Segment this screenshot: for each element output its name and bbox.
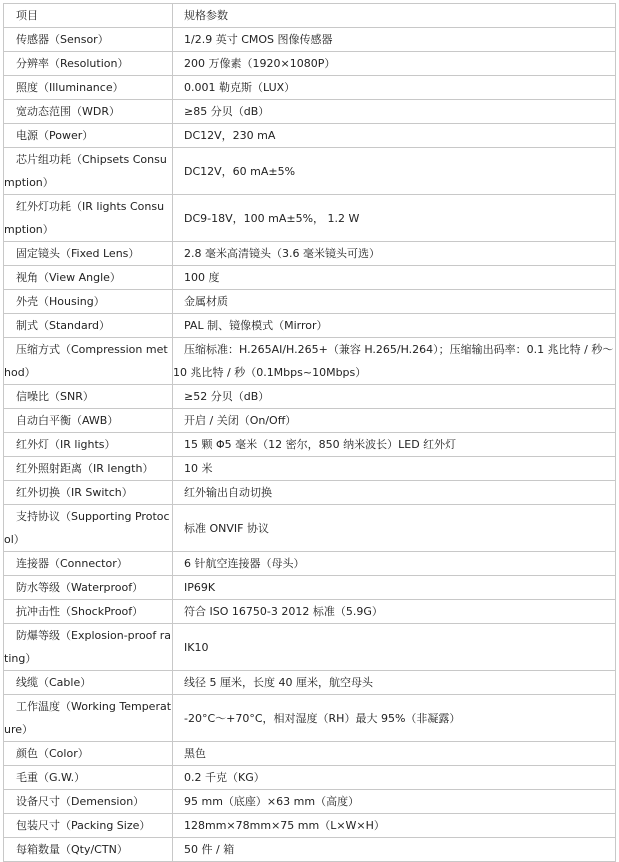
row-value: PAL 制、镜像模式（Mirror） [173, 314, 616, 338]
table-row [4, 766, 616, 790]
row-value: 黑色 [173, 742, 616, 766]
table-row [4, 100, 616, 124]
row-key: 红外照射距离（IR length） [4, 457, 173, 481]
row-key: 颜色（Color） [4, 742, 173, 766]
row-value: IP69K [173, 576, 616, 600]
row-value: ≥52 分贝（dB） [173, 385, 616, 409]
row-value: 200 万像素（1920×1080P） [173, 52, 616, 76]
row-value: ≥85 分贝（dB） [173, 100, 616, 124]
row-value: 线径 5 厘米，长度 40 厘米，航空母头 [173, 671, 616, 695]
row-key: 工作温度（Working Temperature） [4, 695, 173, 742]
row-value: 金属材质 [173, 290, 616, 314]
row-value: 6 针航空连接器（母头） [173, 552, 616, 576]
row-key: 连接器（Connector） [4, 552, 173, 576]
row-value: 100 度 [173, 266, 616, 290]
header-item: 项目 [4, 4, 173, 28]
row-value: 10 米 [173, 457, 616, 481]
row-key: 固定镜头（Fixed Lens） [4, 242, 173, 266]
row-key: 包装尺寸（Packing Size） [4, 814, 173, 838]
table-row [4, 28, 616, 52]
row-key: 每箱数量（Qty/CTN） [4, 838, 173, 862]
table-row [4, 76, 616, 100]
row-key: 制式（Standard） [4, 314, 173, 338]
header-spec: 规格参数 [173, 4, 616, 28]
table-row [4, 290, 616, 314]
row-value: 开启 / 关闭（On/Off） [173, 409, 616, 433]
row-value: 红外输出自动切换 [173, 481, 616, 505]
table-row [4, 624, 616, 671]
row-value: 128mm×78mm×75 mm（L×W×H） [173, 814, 616, 838]
table-row [4, 576, 616, 600]
row-key: 红外灯功耗（IR lights Consumption） [4, 195, 173, 242]
table-row [4, 457, 616, 481]
table-row [4, 481, 616, 505]
table-row [4, 338, 616, 385]
table-row [4, 124, 616, 148]
table-row [4, 600, 616, 624]
row-key: 信噪比（SNR） [4, 385, 173, 409]
row-value: 1/2.9 英寸 CMOS 图像传感器 [173, 28, 616, 52]
row-key: 毛重（G.W.） [4, 766, 173, 790]
row-value: 0.001 勒克斯（LUX） [173, 76, 616, 100]
row-key: 宽动态范围（WDR） [4, 100, 173, 124]
table-row [4, 671, 616, 695]
row-key: 线缆（Cable） [4, 671, 173, 695]
row-key: 自动白平衡（AWB） [4, 409, 173, 433]
row-key: 芯片组功耗（Chipsets Consumption） [4, 148, 173, 195]
row-value: 标准 ONVIF 协议 [173, 505, 616, 552]
table-row [4, 409, 616, 433]
row-value: 2.8 毫米高清镜头（3.6 毫米镜头可选） [173, 242, 616, 266]
row-value: 符合 ISO 16750-3 2012 标准（5.9G） [173, 600, 616, 624]
row-key: 红外灯（IR lights） [4, 433, 173, 457]
row-key: 压缩方式（Compression method） [4, 338, 173, 385]
row-value: 95 mm（底座）×63 mm（高度） [173, 790, 616, 814]
table-row [4, 505, 616, 552]
spec-table [3, 3, 616, 862]
row-value: DC12V，230 mA [173, 124, 616, 148]
row-key: 设备尺寸（Demension） [4, 790, 173, 814]
row-value: DC9-18V，100 mA±5%， 1.2 W [173, 195, 616, 242]
table-row [4, 552, 616, 576]
table-row [4, 195, 616, 242]
table-row [4, 790, 616, 814]
table-row [4, 385, 616, 409]
table-row [4, 838, 616, 862]
row-value: DC12V，60 mA±5% [173, 148, 616, 195]
table-row [4, 742, 616, 766]
row-key: 支持协议（Supporting Protocol） [4, 505, 173, 552]
row-value: 压缩标准：H.265AI/H.265+（兼容 H.265/H.264）；压缩输出码率：0.1 兆比特 / 秒～10 兆比特 / 秒（0.1Mbps~10Mbps） [173, 338, 616, 385]
row-key: 视角（View Angle） [4, 266, 173, 290]
row-key: 分辨率（Resolution） [4, 52, 173, 76]
table-row [4, 242, 616, 266]
table-row [4, 433, 616, 457]
table-row [4, 52, 616, 76]
row-key: 防爆等级（Explosion-proof rating） [4, 624, 173, 671]
row-value: -20°C～+70°C，相对湿度（RH）最大 95%（非凝露） [173, 695, 616, 742]
row-key: 照度（Illuminance） [4, 76, 173, 100]
row-value: IK10 [173, 624, 616, 671]
table-row [4, 266, 616, 290]
row-value: 15 颗 Φ5 毫米（12 密尔，850 纳米波长）LED 红外灯 [173, 433, 616, 457]
row-key: 外壳（Housing） [4, 290, 173, 314]
row-key: 红外切换（IR Switch） [4, 481, 173, 505]
row-key: 抗冲击性（ShockProof） [4, 600, 173, 624]
table-row [4, 314, 616, 338]
table-header-row [4, 4, 616, 28]
table-row [4, 814, 616, 838]
row-value: 50 件 / 箱 [173, 838, 616, 862]
row-value: 0.2 千克（KG） [173, 766, 616, 790]
row-key: 传感器（Sensor） [4, 28, 173, 52]
row-key: 电源（Power） [4, 124, 173, 148]
row-key: 防水等级（Waterproof） [4, 576, 173, 600]
table-row [4, 148, 616, 195]
table-row [4, 695, 616, 742]
